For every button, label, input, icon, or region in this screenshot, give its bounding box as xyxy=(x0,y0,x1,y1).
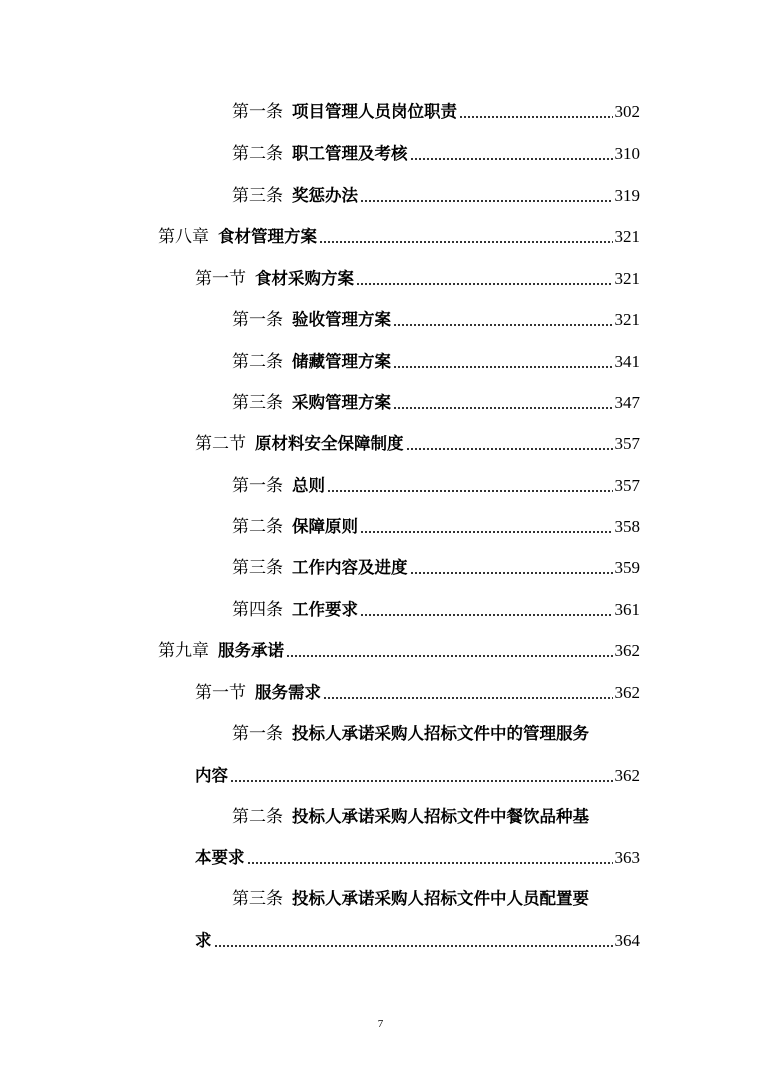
toc-entry-page: 321 xyxy=(614,310,640,329)
toc-entry-number: 第一条 xyxy=(232,310,283,330)
toc-chapter-entry[interactable] xyxy=(158,636,640,662)
toc-entry[interactable] xyxy=(232,347,640,373)
toc-entry[interactable] xyxy=(232,595,640,621)
dot-leader xyxy=(360,613,613,617)
dot-leader xyxy=(360,199,613,203)
toc-entry-page: 363 xyxy=(614,848,640,867)
dot-leader xyxy=(327,489,613,493)
toc-entry-page: 357 xyxy=(614,434,640,453)
dot-leader xyxy=(214,944,613,948)
toc-entry-number: 第一节 xyxy=(195,683,246,703)
dot-leader xyxy=(459,115,613,119)
toc-entry-page: 347 xyxy=(614,393,640,412)
toc-entry-wrapped-line2[interactable] xyxy=(195,761,640,787)
dot-leader xyxy=(406,447,613,451)
toc-entry-title-continuation: 求 xyxy=(195,931,212,950)
toc-entry-number: 第一节 xyxy=(195,269,246,289)
toc-entry-number: 第三条 xyxy=(232,186,283,206)
dot-leader xyxy=(410,157,613,161)
toc-entry-wrapped-line1[interactable] xyxy=(232,802,640,828)
toc-section-entry[interactable] xyxy=(195,429,640,455)
toc-entry-page: 321 xyxy=(614,269,640,288)
toc-entry-title: 奖惩办法 xyxy=(292,186,358,205)
toc-entry-number: 第四条 xyxy=(232,600,283,620)
dot-leader xyxy=(230,779,613,783)
toc-entry-title: 项目管理人员岗位职责 xyxy=(292,102,457,121)
toc-entry-number: 第二条 xyxy=(232,807,283,827)
toc-entry-number: 第一条 xyxy=(232,102,283,122)
toc-entry[interactable] xyxy=(232,97,640,123)
toc-entry-page: 341 xyxy=(614,352,640,371)
page-number-footer: 7 xyxy=(377,1018,384,1030)
toc-entry-title: 食材管理方案 xyxy=(218,227,317,246)
toc-entry-title-continuation: 内容 xyxy=(195,766,228,785)
toc-entry-number: 第一条 xyxy=(232,724,283,744)
dot-leader xyxy=(247,861,613,865)
toc-entry-number: 第二条 xyxy=(232,352,283,372)
toc-entry-title-continuation: 本要求 xyxy=(195,848,245,867)
dot-leader xyxy=(323,696,613,700)
toc-entry-wrapped-line2[interactable] xyxy=(195,843,640,869)
toc-entry-title: 服务需求 xyxy=(255,683,321,702)
toc-entry-title: 食材采购方案 xyxy=(255,269,354,288)
toc-entry-title: 原材料安全保障制度 xyxy=(255,434,404,453)
toc-entry-page: 361 xyxy=(614,600,640,619)
toc-entry-title: 验收管理方案 xyxy=(292,310,391,329)
dot-leader xyxy=(286,654,613,658)
dot-leader xyxy=(393,365,613,369)
toc-entry-page: 362 xyxy=(614,641,640,660)
toc-entry-page: 362 xyxy=(614,766,640,785)
toc-entry[interactable] xyxy=(232,512,640,538)
toc-entry-page: 319 xyxy=(614,186,640,205)
toc-entry-page: 310 xyxy=(614,144,640,163)
toc-entry[interactable] xyxy=(232,305,640,331)
toc-entry-title: 储藏管理方案 xyxy=(292,352,391,371)
dot-leader xyxy=(356,282,613,286)
dot-leader xyxy=(393,323,613,327)
toc-entry[interactable] xyxy=(232,139,640,165)
toc-section-entry[interactable] xyxy=(195,264,640,290)
toc-entry-number: 第二节 xyxy=(195,434,246,454)
toc-entry-number: 第二条 xyxy=(232,144,283,164)
toc-entry-page: 358 xyxy=(614,517,640,536)
toc-entry[interactable] xyxy=(232,471,640,497)
toc-entry-title: 保障原则 xyxy=(292,517,358,536)
toc-section-entry[interactable] xyxy=(195,678,640,704)
toc-entry-wrapped-line1[interactable] xyxy=(232,719,640,745)
toc-entry-number: 第二条 xyxy=(232,517,283,537)
toc-entry-page: 364 xyxy=(614,931,640,950)
dot-leader xyxy=(319,240,613,244)
toc-entry-number: 第三条 xyxy=(232,889,283,909)
toc-entry-number: 第八章 xyxy=(158,227,209,247)
toc-entry-title: 工作内容及进度 xyxy=(292,558,408,577)
toc-entry-number: 第三条 xyxy=(232,558,283,578)
toc-entry-title: 投标人承诺采购人招标文件中的管理服务 xyxy=(292,724,589,743)
dot-leader xyxy=(393,406,613,410)
toc-entry-page: 357 xyxy=(614,476,640,495)
toc-entry-page: 302 xyxy=(614,102,640,121)
toc-entry-title: 职工管理及考核 xyxy=(292,144,408,163)
toc-entry-number: 第三条 xyxy=(232,393,283,413)
toc-entry-number: 第九章 xyxy=(158,641,209,661)
toc-entry-page: 362 xyxy=(614,683,640,702)
dot-leader xyxy=(410,571,613,575)
toc-entry-page: 321 xyxy=(614,227,640,246)
toc-entry[interactable] xyxy=(232,553,640,579)
toc-entry-title: 总则 xyxy=(292,476,325,495)
toc-entry-page: 359 xyxy=(614,558,640,577)
toc-entry-title: 服务承诺 xyxy=(218,641,284,660)
toc-entry[interactable] xyxy=(232,388,640,414)
toc-entry-wrapped-line2[interactable] xyxy=(195,926,640,952)
toc-entry-number: 第一条 xyxy=(232,476,283,496)
dot-leader xyxy=(360,530,613,534)
toc-entry-title: 投标人承诺采购人招标文件中餐饮品种基 xyxy=(292,807,589,826)
toc-entry-title: 采购管理方案 xyxy=(292,393,391,412)
toc-entry[interactable] xyxy=(232,181,640,207)
toc-entry-title: 投标人承诺采购人招标文件中人员配置要 xyxy=(292,889,589,908)
toc-chapter-entry[interactable] xyxy=(158,222,640,248)
toc-entry-wrapped-line1[interactable] xyxy=(232,884,640,910)
toc-entry-title: 工作要求 xyxy=(292,600,358,619)
